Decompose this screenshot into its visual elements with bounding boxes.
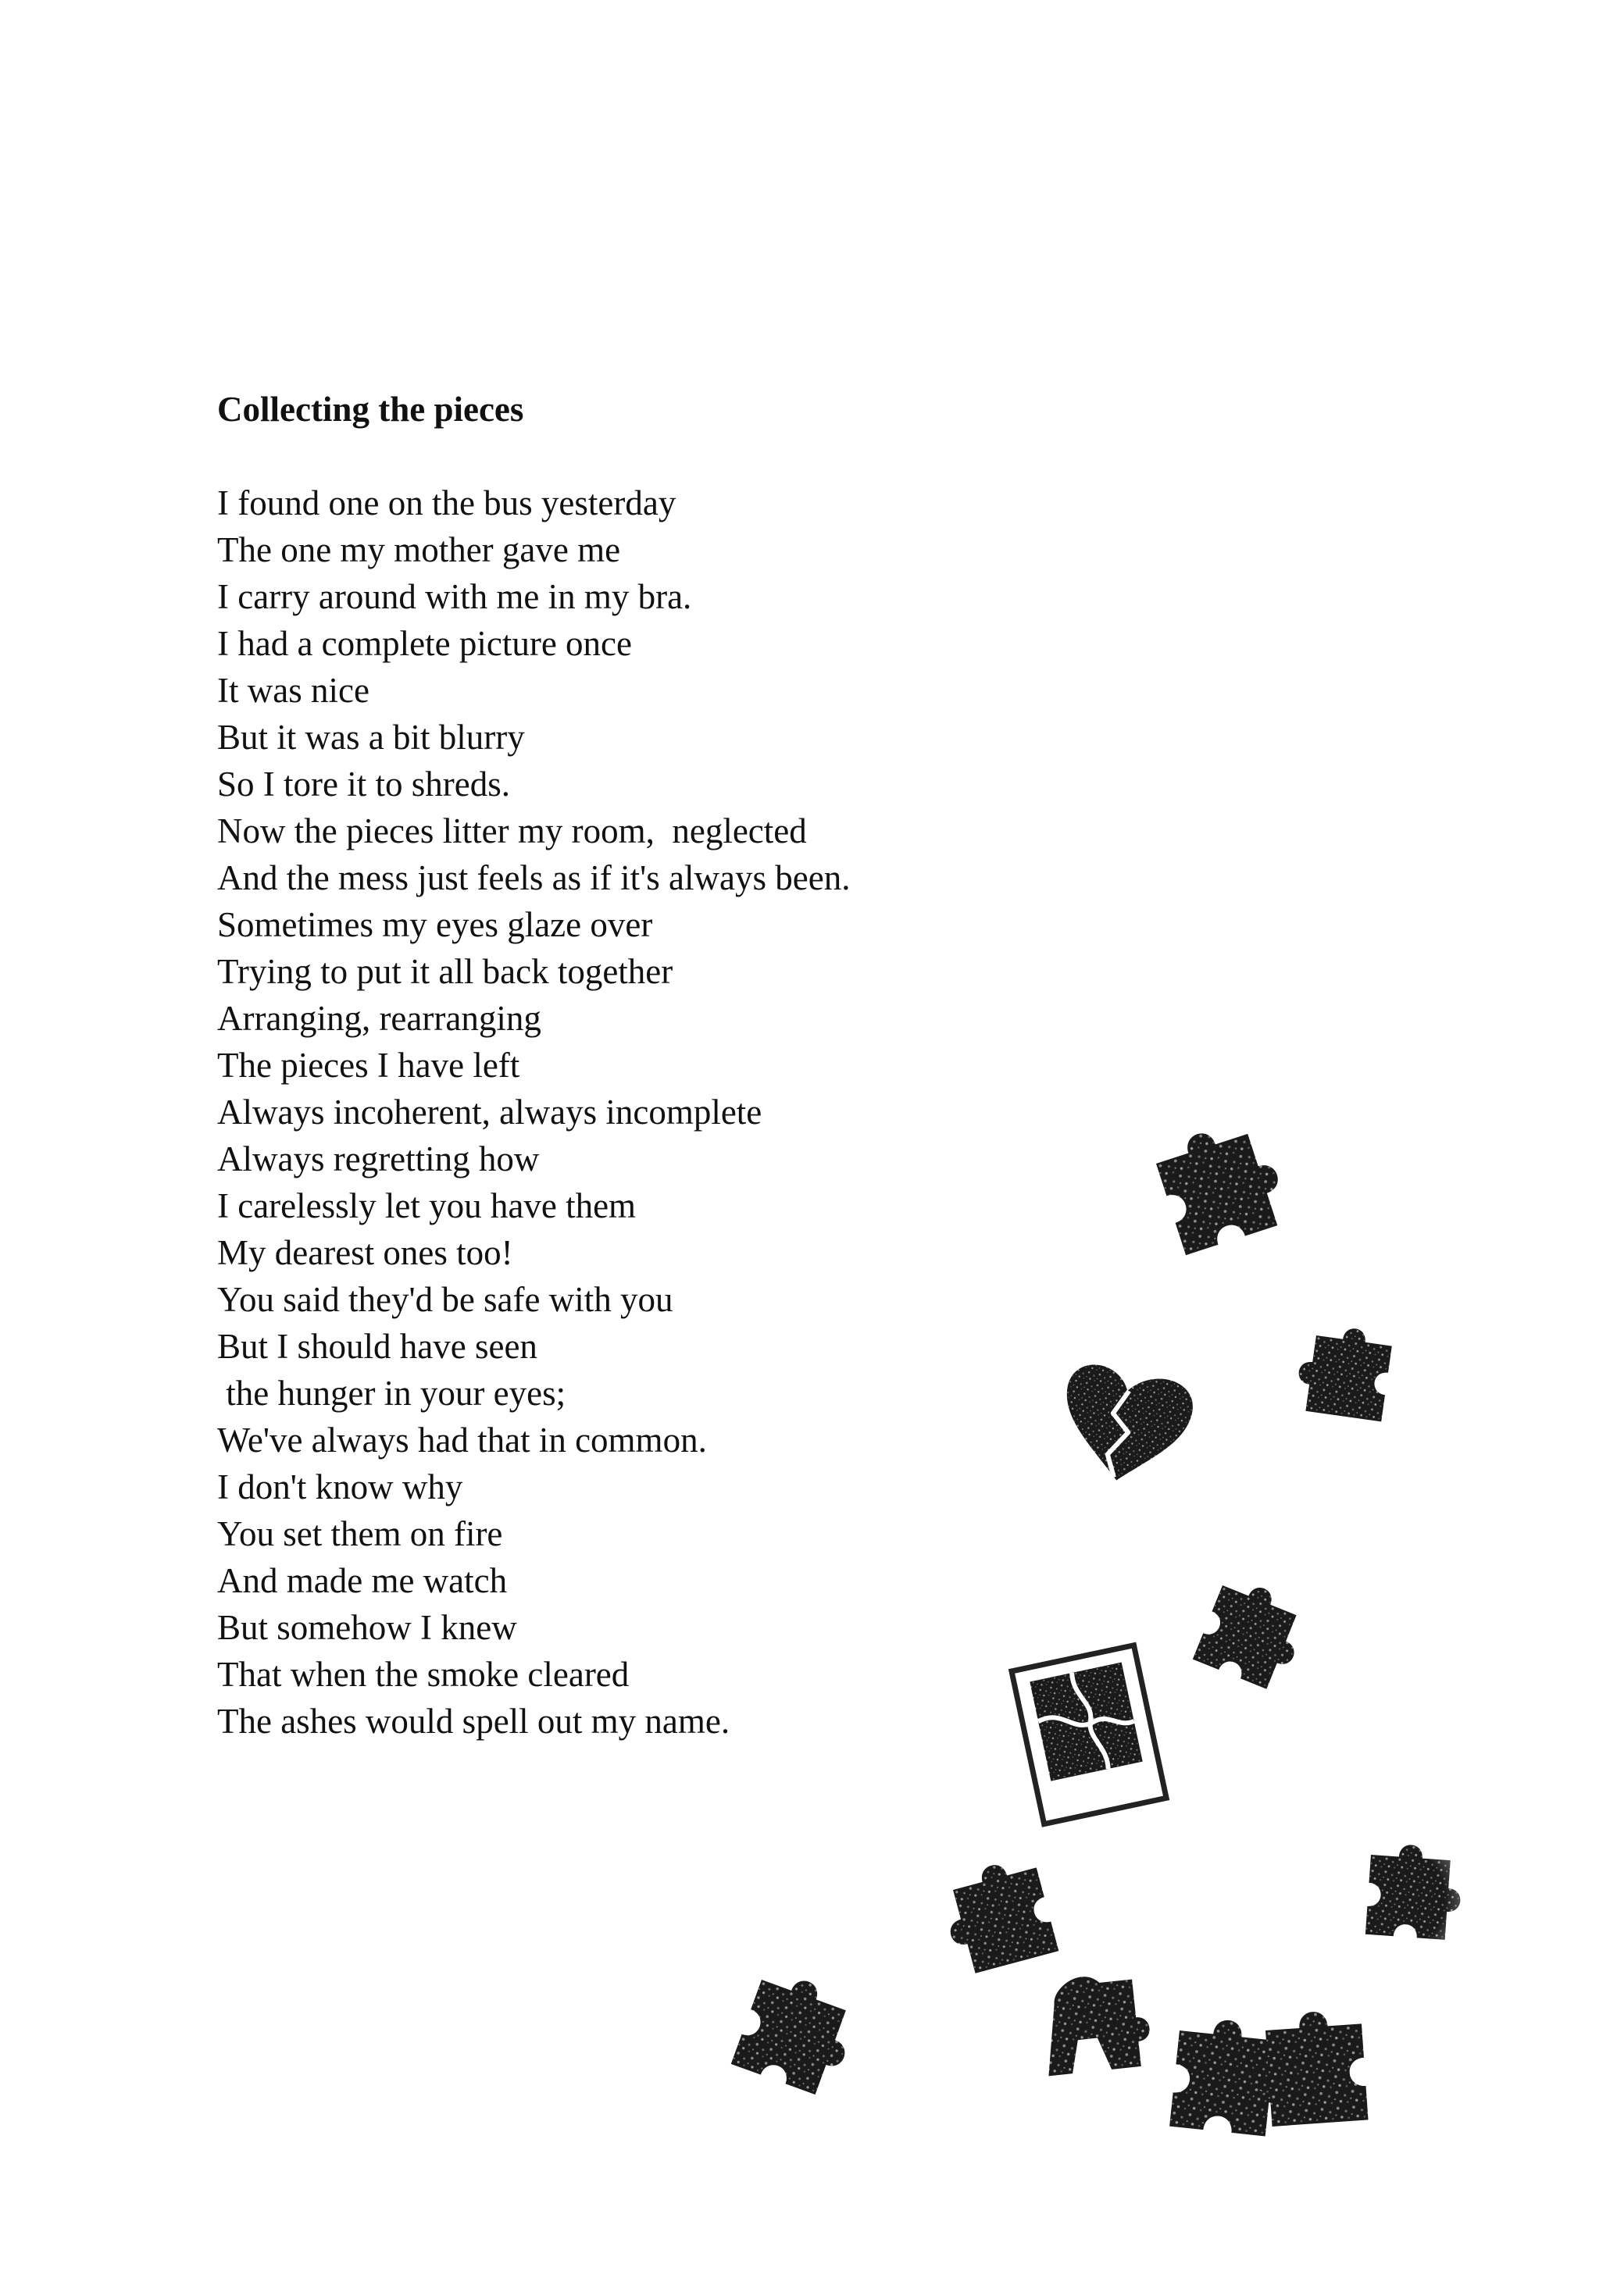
poem-line: My dearest ones too! [217, 1233, 513, 1272]
poem-line: Sometimes my eyes glaze over [217, 905, 653, 944]
poem-line: the hunger in your eyes; [217, 1374, 566, 1413]
poem-line: But somehow I knew [217, 1608, 517, 1647]
poem-line: Always regretting how [217, 1139, 540, 1178]
poem-line: It was nice [217, 671, 369, 710]
poem-line: I carelessly let you have them [217, 1186, 637, 1225]
poem-line: The pieces I have left [217, 1046, 520, 1085]
poem-line: I carry around with me in my bra. [217, 577, 692, 616]
poem-line: You set them on fire [217, 1514, 503, 1553]
poem-line: So I tore it to shreds. [217, 765, 510, 804]
poem-line: The ashes would spell out my name. [217, 1702, 730, 1741]
poem-line: I had a complete picture once [217, 624, 632, 663]
poem-line: You said they'd be safe with you [217, 1280, 673, 1319]
puzzle-piece-icon [1294, 1321, 1394, 1421]
poem-line: I don't know why [217, 1467, 463, 1506]
poem-line: And the mess just feels as if it's always been. [217, 858, 851, 897]
poem-line: That when the smoke cleared [217, 1655, 630, 1694]
puzzle-piece-icon [731, 1966, 864, 2099]
puzzle-piece-icon [1335, 1825, 1494, 1976]
poem-line: But it was a bit blurry [217, 718, 525, 757]
poem-line: The one my mother gave me [217, 530, 621, 569]
puzzle-piece-icon [1039, 1970, 1154, 2076]
poem-line: Always incoherent, always incomplete [217, 1093, 762, 1132]
poem-line: We've always had that in common. [217, 1421, 707, 1460]
poem-line: Arranging, rearranging [217, 999, 541, 1038]
puzzle-piece-icon [1169, 2016, 1292, 2138]
poem-title: Collecting the pieces [217, 390, 524, 429]
poem-line: Now the pieces litter my room, neglected [217, 811, 807, 850]
poem [217, 386, 1233, 1745]
poem-line: I found one on the bus yesterday [217, 483, 676, 522]
poem-line: Trying to put it all back together [217, 952, 673, 991]
poem-body [217, 480, 1233, 1745]
poem-line: And made me watch [217, 1561, 508, 1600]
puzzle-piece-icon [937, 1854, 1059, 1977]
puzzle-piece-icon [1249, 2009, 1368, 2127]
poem-line: But I should have seen [217, 1327, 537, 1366]
